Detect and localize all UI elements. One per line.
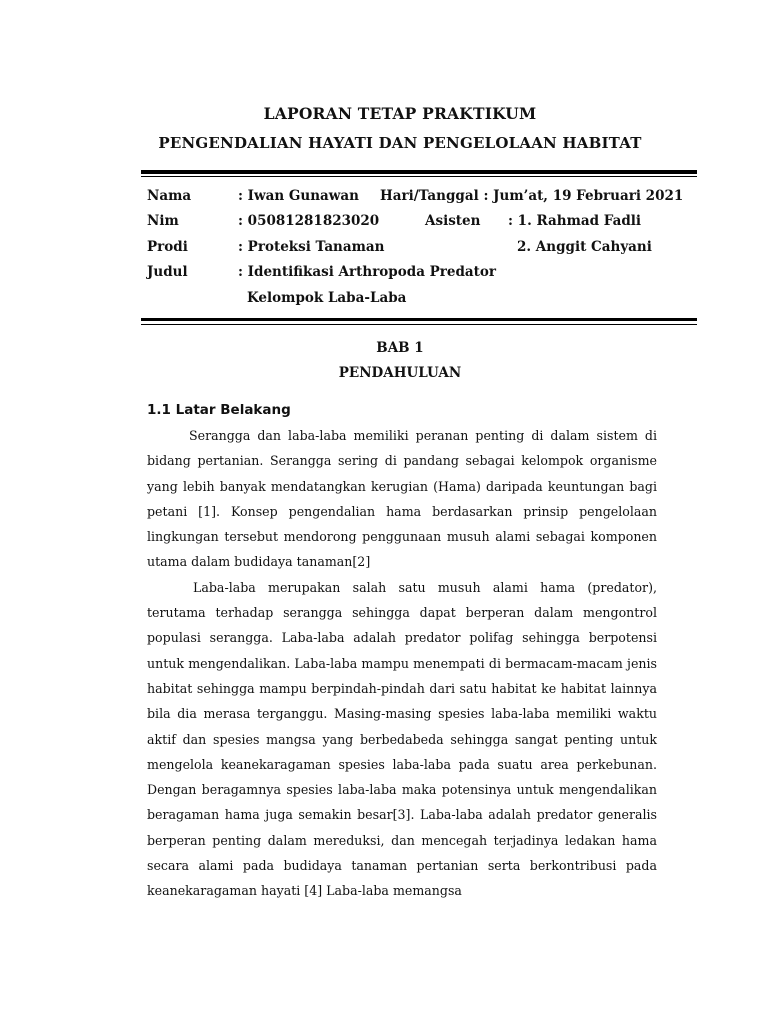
- chapter-title: PENDAHULUAN: [338, 365, 462, 381]
- bottom-divider: [141, 318, 697, 321]
- hari-tanggal: Hari/Tanggal : Jum’at, 19 Februari 2021: [380, 188, 684, 204]
- chapter-number: BAB 1: [376, 340, 424, 356]
- asisten-label: Asisten: [425, 213, 481, 229]
- nim-value: : 05081281823020: [238, 213, 380, 229]
- section-heading: 1.1 Latar Belakang: [147, 402, 291, 418]
- nama-value: : Iwan Gunawan: [238, 188, 359, 204]
- paragraph-1: Serangga dan laba-laba memiliki peranan penting di dalam sistem di bidang pertanian. Serangga sering di pandang sebagai kelompok organisme yang lebih banyak mendatangkan kerugian (Hama) daripada keuntungan bagi petani [1]. Konsep pengendalian hama berdasarkan prinsip pengelolaan lingkungan tersebut mendorong penggunaan musuh alami sebagai komponen utama dalam budidaya tanaman[2]: [147, 428, 657, 570]
- paragraph-2: Laba-laba merupakan salah satu musuh alami hama (predator), terutama terhadap serangga sehingga dapat berperan dalam mengontrol populasi serangga. Laba-laba adalah predator polifag sehingga berpotensi untuk mengendalikan. Laba-laba mampu menempati di bermacam-macam jenis habitat sehingga mampu berpindah-pindah dari satu habitat ke habitat lainnya bila dia merasa terganggu. Masing-masing spesies laba-laba memiliki waktu aktif dan spesies mangsa yang berbedabeda sehingga sangat penting untuk mengelola keanekaragaman spesies laba-laba pada suatu area perkebunan. Dengan beragamnya spesies laba-laba maka potensinya untuk mengendalikan beragaman hama juga semakin besar[3]. Laba-laba adalah predator generalis berperan penting dalam mereduksi, dan mencegah terjadinya ledakan hama secara alami pada budidaya tanaman pertanian serta berkontribusi pada keanekaragaman hayati [4] Laba-laba memangsa: [147, 579, 657, 899]
- bottom-divider-thin: [141, 324, 697, 325]
- asisten-1: : 1. Rahmad Fadli: [508, 213, 642, 229]
- body-text: [147, 423, 657, 904]
- nim-label: Nim: [147, 213, 179, 229]
- top-divider: [141, 170, 697, 174]
- nama-label: Nama: [147, 188, 192, 204]
- report-subtitle: PENGENDALIAN HAYATI DAN PENGELOLAAN HABITAT: [158, 134, 642, 152]
- prodi-label: Prodi: [147, 239, 188, 255]
- judul-value-line2: Kelompok Laba-Laba: [247, 290, 407, 306]
- top-divider-thin: [141, 176, 697, 177]
- asisten-2: 2. Anggit Cahyani: [517, 239, 652, 255]
- judul-value-line1: : Identifikasi Arthropoda Predator: [238, 264, 497, 280]
- judul-label: Judul: [147, 264, 188, 280]
- report-title: LAPORAN TETAP PRAKTIKUM: [263, 104, 537, 123]
- prodi-value: : Proteksi Tanaman: [238, 239, 385, 255]
